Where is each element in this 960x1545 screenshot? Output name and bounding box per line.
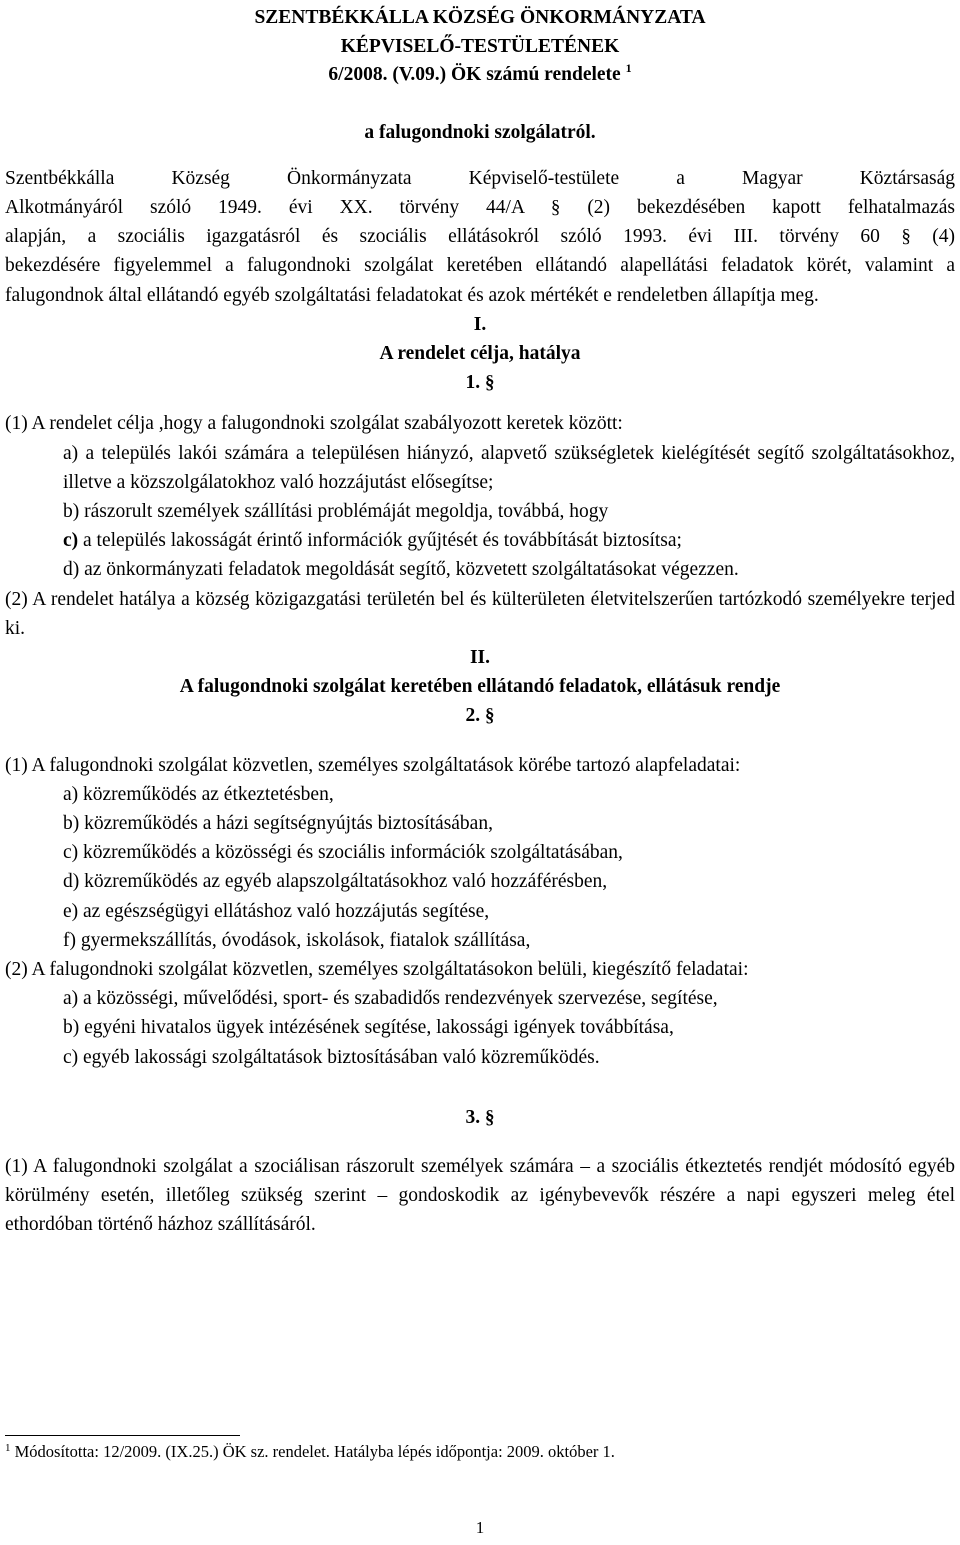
section-1-p1-intro: (1) A rendelet célja ,hogy a falugondnoki szolgálat szabályozott keretek között: bbox=[5, 413, 623, 435]
section-2-p1-item: d) közreműködés az egyéb alapszolgáltatásokhoz való hozzáférésben, bbox=[63, 871, 608, 893]
title-line-3: 6/2008. (V.09.) ÖK számú rendelete $^1$ bbox=[328, 61, 632, 85]
preamble-line-1: Szentbékkálla Község Önkormányzata Képviselő-testülete a Magyar Köztársaság bbox=[5, 167, 955, 189]
preamble-rest: bekezdésére figyelemmel a falugondnoki szolgálat keretében ellátandó alapellátási feladatok körét, valamint a falugondnok által ellátandó egyéb szolgáltatási feladatokat és azok mértékét e rendeletben állapítja meg. bbox=[5, 255, 955, 306]
paragraph-sign: § bbox=[550, 196, 561, 218]
title-line-1: SZENTBÉKKÁLLA KÖZSÉG ÖNKORMÁNYZATA bbox=[254, 7, 706, 28]
section-1-item-d: d) az önkormányzati feladatok megoldását segítő, közvetett szolgáltatásokat végezzen. bbox=[63, 559, 739, 581]
page-number: 1 bbox=[475, 1518, 485, 1537]
preamble bbox=[5, 164, 955, 310]
section-1-item-a: a) a település lakói számára a településen hiányzó, alapvető szükségletek kielégítését segítő szolgáltatásokhoz, illetve a közszolgálatokhoz való hozzájutást elősegítse; bbox=[63, 442, 955, 493]
footnote bbox=[5, 1440, 615, 1464]
paragraph-sign: § bbox=[485, 705, 495, 727]
section-3-paragraph-number: 3. § bbox=[465, 1106, 495, 1128]
section-3-p1: (1) A falugondnoki szolgálat a szociálisan rászorult személyek számára – a szociális étkeztetés rendjét módosító egyéb körülmény esetén, illetőleg szükség szerint – gondoskodik az igénybevevők részére a napi egyszeri meleg étel ethordóban történő házhoz szállításáról. bbox=[5, 1156, 955, 1236]
footnote-separator bbox=[5, 1435, 240, 1436]
section-2-p1-item: c) közreműködés a közösségi és szociális információk szolgáltatásában, bbox=[63, 842, 623, 864]
section-2-heading: A falugondnoki szolgálat keretében ellátandó feladatok, ellátásuk rendje bbox=[179, 676, 781, 698]
section-2-paragraph-number: 2. § bbox=[465, 705, 495, 727]
preamble-line-2: Alkotmányáról szóló 1949. évi XX. törvény 44/A § (2) bekezdésében kapott felhatalmazás bbox=[5, 196, 955, 218]
title-line-2: KÉPVISELŐ-TESTÜLETÉNEK bbox=[340, 35, 620, 57]
paragraph-sign: § bbox=[485, 372, 495, 394]
section-2-p1-intro: (1) A falugondnoki szolgálat közvetlen, személyes szolgáltatások körébe tartozó alapfeladatai: bbox=[5, 754, 741, 776]
section-2-p1-item: e) az egészségügyi ellátáshoz való hozzájutás segítése, bbox=[63, 900, 490, 922]
document-page bbox=[5, 4, 955, 1240]
section-2-p1-item: b) közreműködés a házi segítségnyújtás biztosításában, bbox=[63, 812, 493, 834]
section-1-item-c: c) a település lakosságát érintő információk gyűjtését és továbbítását biztosítsa; bbox=[63, 530, 682, 552]
section-2-p2-item: c) egyéb lakossági szolgáltatások biztosításában való közreműködés. bbox=[63, 1046, 600, 1068]
preamble-line-3: alapján, a szociális igazgatásról és szociális ellátásokról szóló 1993. évi III. törvény 60 § (4) bbox=[5, 226, 956, 248]
footnote-number: 1 bbox=[5, 1442, 11, 1454]
footnote-ref[interactable]: 1 bbox=[625, 61, 632, 75]
paragraph-sign: § bbox=[901, 226, 911, 248]
section-2-p1-item: a) közreműködés az étkeztetésben, bbox=[63, 783, 334, 805]
section-2-roman: II. bbox=[469, 646, 491, 668]
paragraph-sign: § bbox=[485, 1106, 495, 1128]
section-1-paragraph-number: 1. § bbox=[465, 372, 495, 394]
section-2-p2-item: b) egyéni hivatalos ügyek intézésének segítése, lakossági igények továbbítása, bbox=[63, 1017, 674, 1039]
section-1-heading: A rendelet célja, hatálya bbox=[379, 342, 581, 364]
section-1-item-b: b) rászorult személyek szállítási problémáját megoldja, továbbá, hogy bbox=[63, 500, 609, 522]
section-1-p2: (2) A rendelet hatálya a község közigazgatási területén bel és külterületen életvitelszerűen tartózkodó személyekre terjed ki. bbox=[5, 588, 955, 639]
footnote-text: Módosította: 12/2009. (IX.25.) ÖK sz. rendelet. Hatályba lépés időpontja: 2009. október 1. bbox=[14, 1442, 615, 1461]
section-1-roman: I. bbox=[473, 313, 487, 335]
section-2-p1-item: f) gyermekszállítás, óvodások, iskolások, fiatalok szállítása, bbox=[63, 929, 531, 951]
document-subtitle: a falugondnoki szolgálatról. bbox=[364, 121, 596, 143]
document-title bbox=[5, 4, 955, 90]
section-2-p2-item: a) a közösségi, művelődési, sport- és szabadidős rendezvények szervezése, segítése, bbox=[63, 988, 718, 1010]
section-2-p2-intro: (2) A falugondnoki szolgálat közvetlen, személyes szolgáltatásokon belüli, kiegészítő feladatai: bbox=[5, 958, 749, 980]
